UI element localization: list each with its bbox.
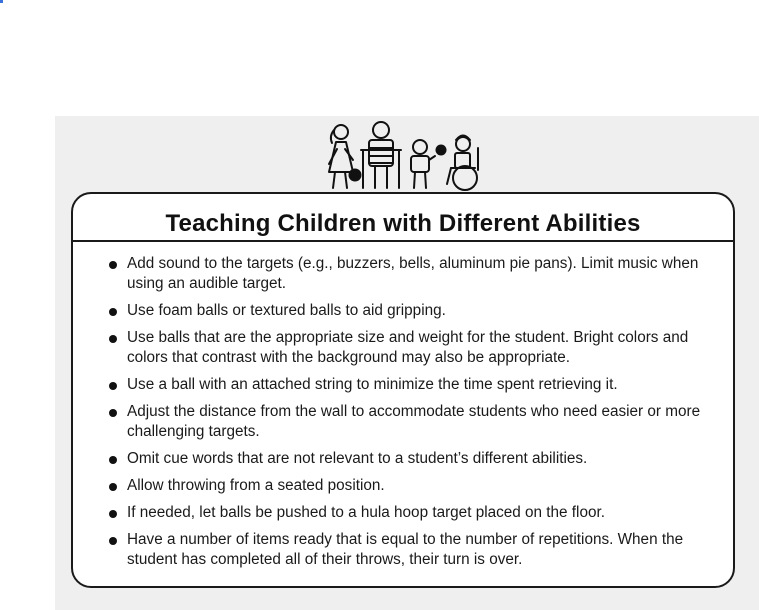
tip-text: Add sound to the targets (e.g., buzzers, bells, aluminum pie pans). Limit music when using an audible target. <box>127 255 699 292</box>
bullet-icon <box>109 409 117 417</box>
list-item <box>109 449 713 469</box>
bullet-icon <box>109 456 117 464</box>
tip-text: Omit cue words that are not relevant to a student’s different abilities. <box>127 450 588 467</box>
bullet-icon <box>109 537 117 545</box>
tip-text: If needed, let balls be pushed to a hula hoop target placed on the floor. <box>127 504 605 521</box>
bullet-icon <box>109 261 117 269</box>
tip-text: Use a ball with an attached string to minimize the time spent retrieving it. <box>127 376 618 393</box>
tip-text: Use foam balls or textured balls to aid gripping. <box>127 302 446 319</box>
tip-text: Use balls that are the appropriate size and weight for the student. Bright colors and colors that contrast with the background may also be appropriate. <box>127 329 689 366</box>
list-item <box>109 375 713 395</box>
card-title: Teaching Children with Different Abilities <box>165 210 641 237</box>
list-item <box>109 301 713 321</box>
list-item <box>109 328 713 368</box>
corner-mark <box>0 0 3 3</box>
tips-list <box>109 254 713 577</box>
bullet-icon <box>109 335 117 343</box>
bullet-icon <box>109 382 117 390</box>
list-item <box>109 530 713 570</box>
bullet-icon <box>109 483 117 491</box>
tip-text: Adjust the distance from the wall to accommodate students who need easier or more challenging targets. <box>127 403 701 440</box>
bullet-icon <box>109 308 117 316</box>
tip-text: Allow throwing from a seated position. <box>127 477 385 494</box>
tips-card <box>71 192 735 588</box>
list-item <box>109 476 713 496</box>
bullet-icon <box>109 510 117 518</box>
children-with-different-abilities-icon <box>315 116 485 196</box>
list-item <box>109 503 713 523</box>
tip-text: Have a number of items ready that is equal to the number of repetitions. When the student has completed all of their throws, their turn is over. <box>127 531 684 568</box>
title-divider <box>73 240 733 242</box>
list-item <box>109 254 713 294</box>
list-item <box>109 402 713 442</box>
